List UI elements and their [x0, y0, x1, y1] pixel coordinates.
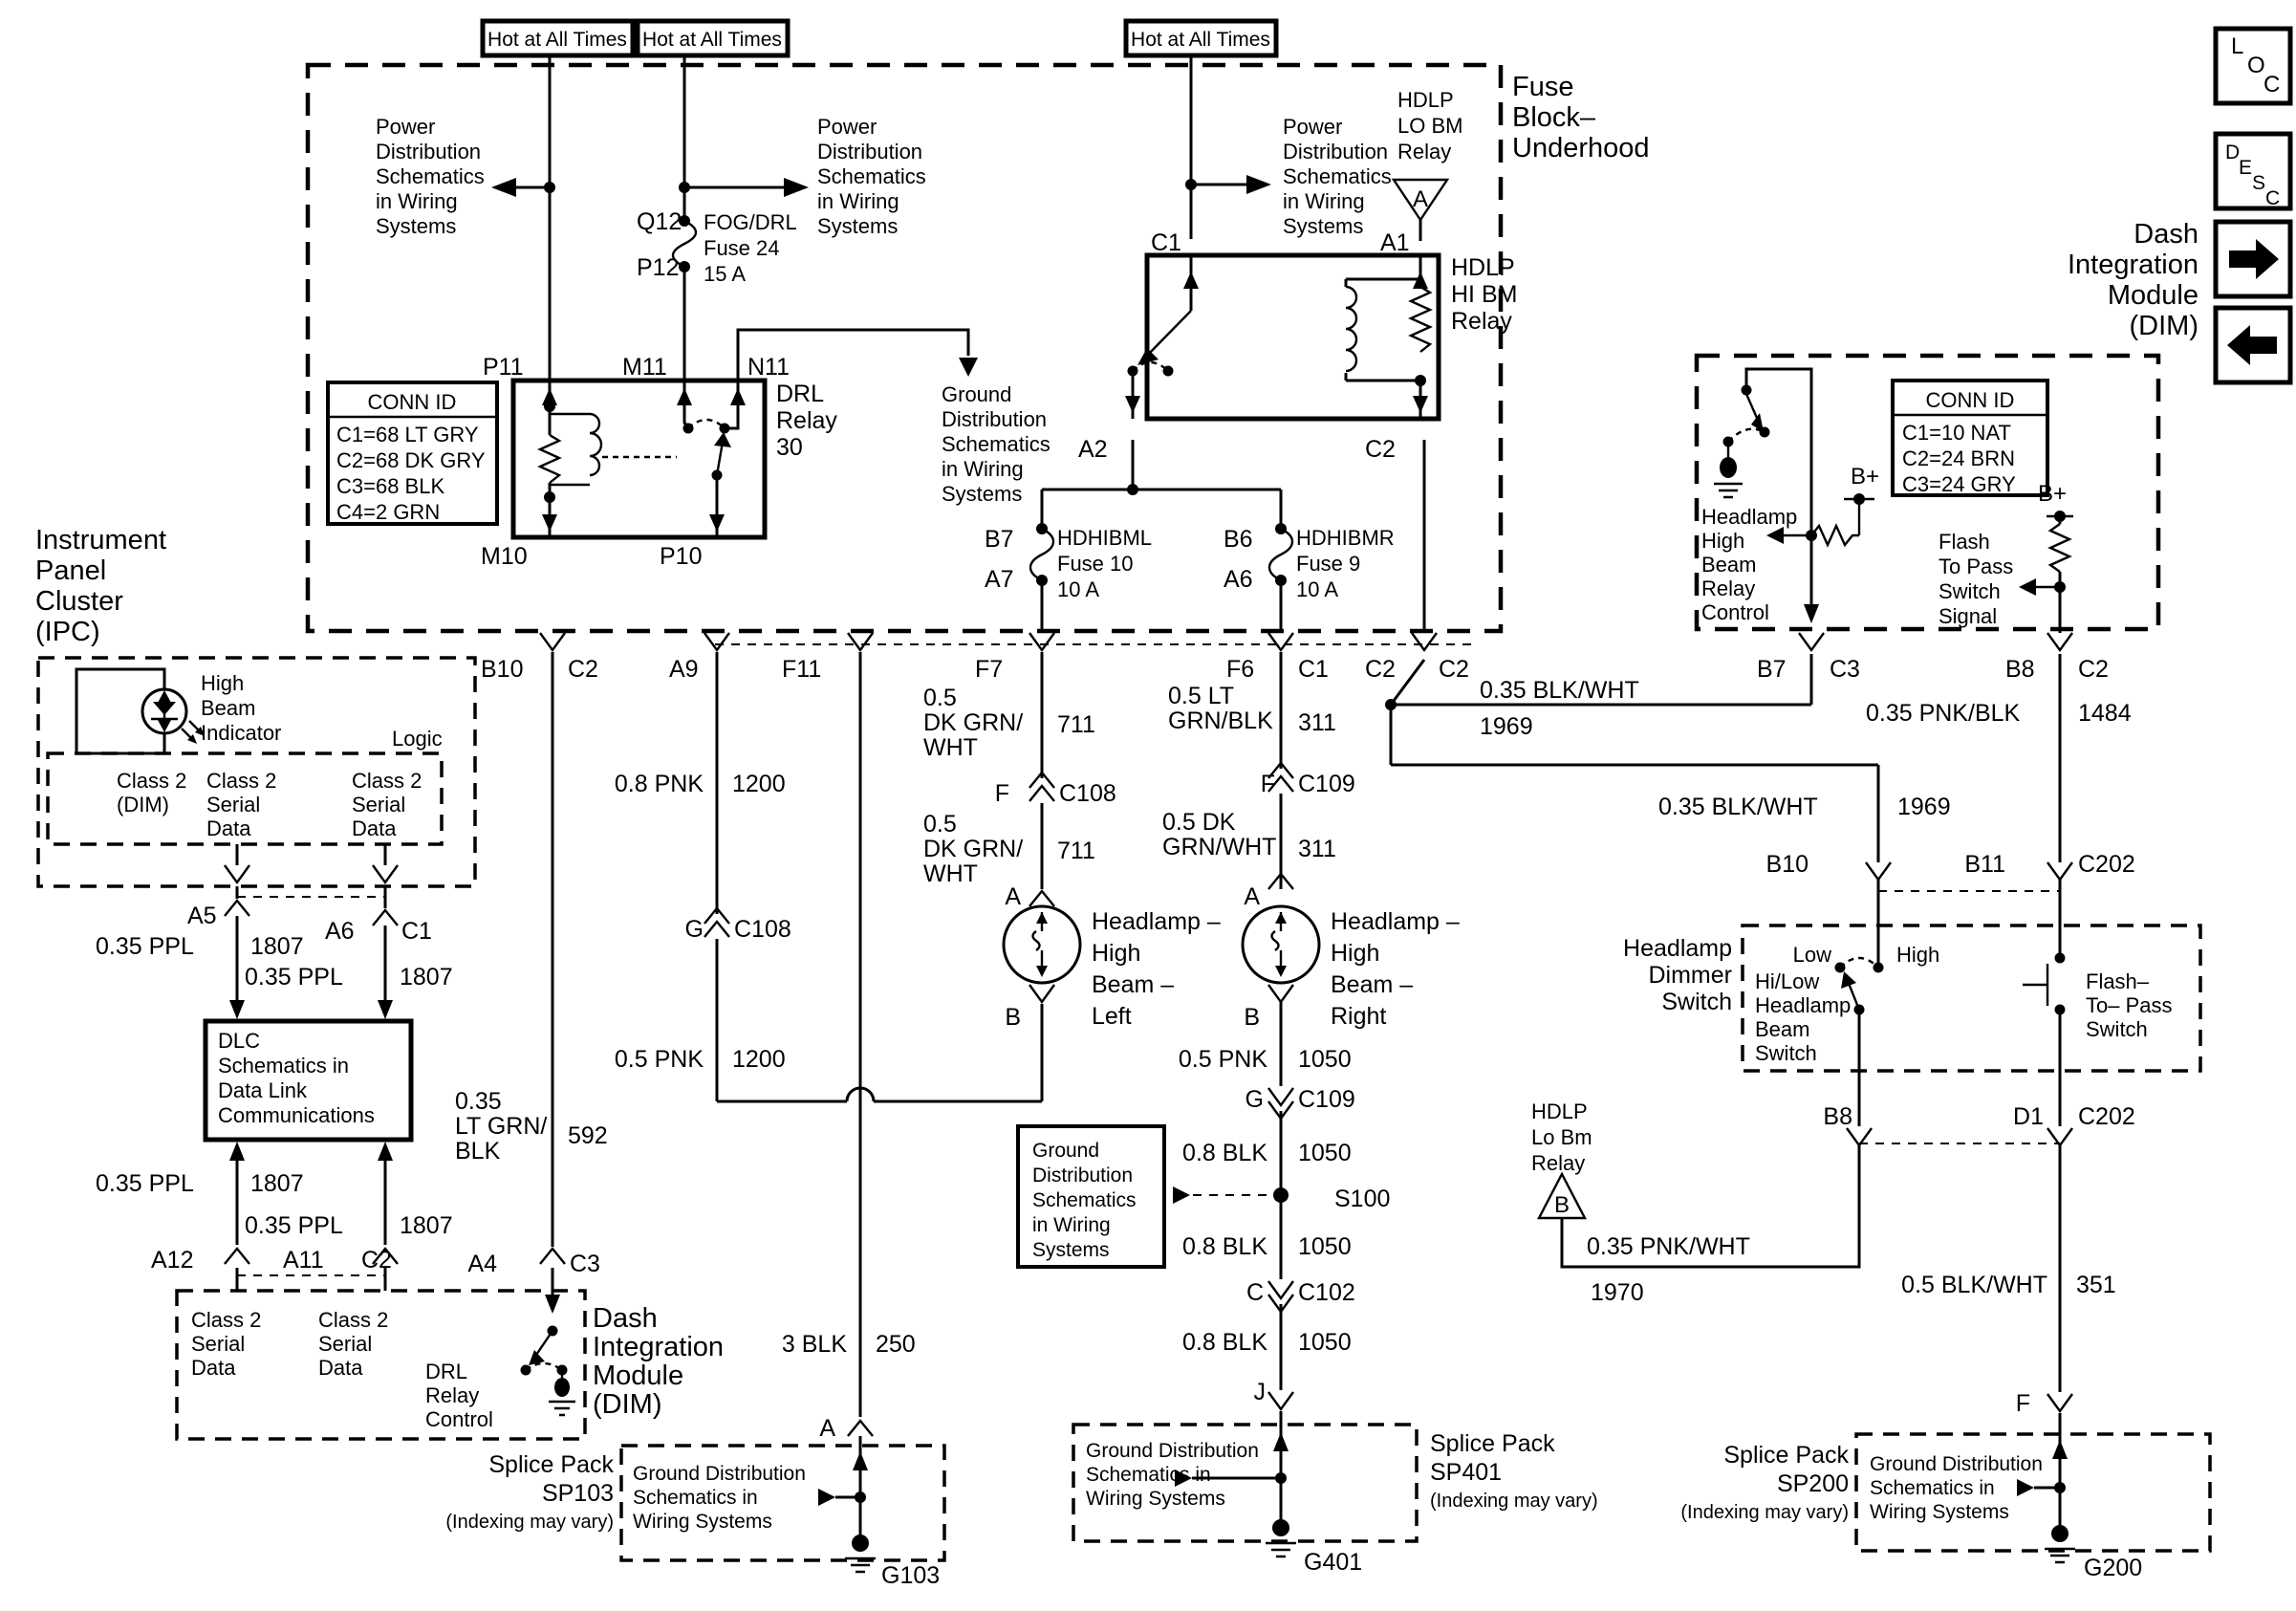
wire-1050d-label: 0.8 BLK: [1182, 1329, 1267, 1356]
hdlp-lo-bm-label: HDLP Lo Bm Relay: [1531, 1099, 1592, 1175]
pin-p11: P11: [483, 354, 524, 381]
high-beam-indicator-label: High Beam Indicator: [201, 671, 282, 745]
wire-311b-label: 0.5 DK GRN/WHT: [1162, 809, 1277, 860]
pin-c109-b: C109: [1298, 1086, 1355, 1113]
pin-c2-relay: C2: [1365, 436, 1396, 463]
conn-id-right-row2: C2=24 BRN: [1902, 446, 2016, 470]
wire-1200b-label: 0.5 PNK: [614, 1046, 704, 1073]
fog-fuse-label: FOG/DRL Fuse 24 15 A: [704, 210, 797, 286]
class2-dim-label: Class 2 (DIM): [117, 769, 187, 816]
power-dist-left: Power Distribution Schematics in Wiring Systems: [376, 115, 485, 238]
conn-id-left-title: CONN ID: [367, 390, 457, 414]
power-dist-mid: Power Distribution Schematics in Wiring Systems: [817, 115, 926, 238]
wire-250-label: 3 BLK: [781, 1331, 847, 1358]
sp200-splice-1: Splice Pack: [1723, 1442, 1849, 1469]
pin-a6-ipc: A6: [325, 918, 355, 945]
drl-relay-label: DRL Relay 30: [776, 381, 837, 461]
pin-g-c108: G: [684, 916, 704, 943]
wire-311b-circuit: 311: [1298, 836, 1336, 862]
conn-id-right-row1: C1=10 NAT: [1902, 421, 2011, 445]
pin-d1-conn: C202: [2078, 1103, 2135, 1130]
wire-1807a-circuit: 1807: [250, 933, 304, 960]
pin-q12: Q12: [637, 208, 682, 235]
pin-b7-row: B7: [1757, 656, 1787, 683]
pin-m11: M11: [622, 354, 667, 381]
pin-b6: B6: [1224, 526, 1253, 553]
wire-1200a-circuit: 1200: [732, 771, 786, 797]
pin-c2-row: C2: [1365, 656, 1396, 683]
wire-351-circuit: 351: [2076, 1272, 2116, 1298]
wire-711a-label: 0.5 DK GRN/ WHT: [923, 685, 1024, 761]
pin-c109-a: C109: [1298, 771, 1355, 797]
pin-a12: A12: [151, 1247, 194, 1274]
pin-c2-conn: C2: [1439, 656, 1469, 683]
pin-g-c109: G: [1245, 1086, 1264, 1113]
pin-a9: A9: [669, 656, 699, 683]
s100-ground-dist-label: Ground Distribution Schematics in Wiring Systems: [1032, 1140, 1137, 1261]
hdlp-lo-relay-label: HDLP LO BM Relay: [1397, 88, 1463, 163]
hdlp-lo-bm-letter: B: [1553, 1192, 1570, 1218]
dim-label-bottom: Dash Integration Module (DIM): [593, 1303, 725, 1420]
pin-b7-fuse: B7: [985, 526, 1014, 553]
wire-1050a-label: 0.5 PNK: [1178, 1046, 1267, 1073]
wire-1969a-circuit: 1969: [1480, 713, 1533, 740]
pin-f6-conn: C1: [1298, 656, 1329, 683]
wire-1969a-label: 0.35 BLK/WHT: [1480, 677, 1639, 704]
wire-592-circuit: 592: [568, 1122, 608, 1149]
pin-a11-conn: C2: [361, 1247, 392, 1274]
wire-1050b-circuit: 1050: [1298, 1140, 1352, 1166]
pin-b7-conn: C3: [1830, 656, 1860, 683]
pin-b10-dimmer: B10: [1765, 851, 1809, 878]
pin-c108-b: C108: [734, 916, 791, 943]
sp200-splice-2: SP200: [1776, 1470, 1849, 1497]
sp200-ground-dist: Ground Distribution Schematics in Wiring Systems: [1870, 1453, 2043, 1523]
pin-a-sp103: A: [819, 1415, 835, 1442]
pin-d1: D1: [2013, 1103, 2044, 1130]
pin-b-hl-left: B: [1005, 1004, 1021, 1031]
wire-1200a-label: 0.8 PNK: [614, 771, 704, 797]
wire-711b-label: 0.5 DK GRN/ WHT: [923, 811, 1024, 887]
wire-1200b-circuit: 1200: [732, 1046, 786, 1073]
headlamp-right-label: Headlamp – High Beam – Right: [1331, 908, 1460, 1030]
conn-id-right-title: CONN ID: [1925, 388, 2015, 412]
pin-c1-relay: C1: [1151, 229, 1181, 256]
ground-dist-top: Ground Distribution Schematics in Wiring Systems: [942, 382, 1051, 506]
wire-1807d-circuit: 1807: [400, 1212, 453, 1239]
pin-a1-relay: A1: [1380, 229, 1410, 256]
b-plus-2: B+: [2038, 481, 2068, 507]
wire-711a-circuit: 711: [1057, 711, 1095, 738]
wire-1484-label: 0.35 PNK/BLK: [1866, 700, 2021, 727]
pin-p10: P10: [660, 543, 703, 570]
wire-1050b-label: 0.8 BLK: [1182, 1140, 1267, 1166]
pin-b8-dimmer: B8: [1823, 1103, 1852, 1130]
wire-1807c-circuit: 1807: [250, 1170, 304, 1197]
pin-a11: A11: [283, 1247, 324, 1274]
hi-low-label: Hi/Low Headlamp Beam Switch: [1755, 969, 1852, 1065]
pin-f11: F11: [782, 656, 822, 683]
wire-250-circuit: 250: [876, 1331, 916, 1358]
hdlp-lo-letter: A: [1412, 186, 1429, 212]
splice-s100: S100: [1334, 1186, 1391, 1212]
wire-592-label: 0.35 LT GRN/ BLK: [455, 1088, 548, 1165]
sp103-splice-2: SP103: [541, 1480, 614, 1507]
sp103-splice-3: (Indexing may vary): [445, 1512, 614, 1533]
pin-b8-row: B8: [2005, 656, 2035, 683]
sp401-splice-2: SP401: [1430, 1459, 1503, 1486]
wire-1807c-label: 0.35 PPL: [96, 1170, 194, 1197]
class2-serial-3: Class 2 Serial Data: [191, 1308, 262, 1380]
desc-icon: D ESC: [2225, 142, 2281, 209]
flash-to-pass-label: Flash– To– Pass Switch: [2086, 969, 2173, 1041]
wire-311a-label: 0.5 LT GRN/BLK: [1168, 683, 1273, 734]
relay-control-label: Headlamp High Beam Relay Control: [1701, 505, 1798, 624]
ipc-title: Instrument Panel Cluster (IPC): [35, 525, 166, 647]
dimmer-switch-label: Headlamp Dimmer Switch: [1623, 935, 1732, 1015]
pin-m10: M10: [481, 543, 528, 570]
pin-f6: F6: [1226, 656, 1255, 683]
wire-1807d-label: 0.35 PPL: [245, 1212, 343, 1239]
logic-label: Logic: [392, 727, 443, 751]
class2-serial-1: Class 2 Serial Data: [206, 769, 277, 840]
wire-1969b-circuit: 1969: [1897, 794, 1951, 820]
pin-b11: B11: [1964, 851, 2005, 878]
wire-311a-circuit: 311: [1298, 709, 1336, 736]
hot-label-2: Hot at All Times: [642, 29, 782, 51]
conn-id-right-row3: C3=24 GRY: [1902, 472, 2016, 496]
wire-1807b-circuit: 1807: [400, 964, 453, 991]
conn-id-left-row2: C2=68 DK GRY: [336, 448, 486, 472]
pin-b10-conn: C2: [568, 656, 598, 683]
wire-1050c-circuit: 1050: [1298, 1233, 1352, 1260]
pin-a-hl-right: A: [1244, 883, 1260, 910]
pin-b-hl-right: B: [1244, 1004, 1260, 1031]
hot-label-1: Hot at All Times: [487, 29, 627, 51]
drl-relay-control-label: DRL Relay Control: [425, 1360, 493, 1431]
conn-id-left-row1: C1=68 LT GRY: [336, 423, 479, 446]
conn-id-left-row3: C3=68 BLK: [336, 474, 445, 498]
dim-label-top: Dash Integration Module (DIM): [2067, 219, 2199, 341]
fuse-hdhibmr-label: HDHIBMR Fuse 9 10 A: [1296, 526, 1395, 601]
wire-1807a-label: 0.35 PPL: [96, 933, 194, 960]
pin-b11-conn: C202: [2078, 851, 2135, 878]
headlamp-left-label: Headlamp – High Beam – Left: [1092, 908, 1221, 1030]
pin-a4-conn: C3: [570, 1251, 600, 1277]
wire-1969b-label: 0.35 BLK/WHT: [1658, 794, 1818, 820]
pin-c108-a: C108: [1059, 780, 1116, 807]
ground-g401: G401: [1304, 1549, 1363, 1576]
pin-a5: A5: [187, 903, 217, 929]
pin-b8-conn: C2: [2078, 656, 2109, 683]
b-plus-1: B+: [1851, 464, 1880, 490]
pin-f7: F7: [975, 656, 1004, 683]
sp200-splice-3: (Indexing may vary): [1680, 1502, 1849, 1523]
pin-c102: C102: [1298, 1279, 1355, 1306]
pin-c-c102: C: [1245, 1279, 1264, 1306]
pin-a7: A7: [985, 566, 1014, 593]
wire-351-label: 0.5 BLK/WHT: [1901, 1272, 2047, 1298]
hdlp-hi-relay-label: HDLP HI BM Relay: [1451, 254, 1518, 335]
sp401-splice-1: Splice Pack: [1430, 1430, 1555, 1457]
pin-f-c108: F: [994, 780, 1009, 807]
dimmer-low-label: Low: [1792, 943, 1831, 967]
wire-711b-circuit: 711: [1057, 838, 1095, 864]
sp103-ground-dist: Ground Distribution Schematics in Wiring Systems: [633, 1463, 806, 1533]
pin-p12: P12: [637, 254, 680, 281]
flash-signal-label: Flash To Pass Switch Signal: [1939, 530, 2014, 628]
sp103-splice-1: Splice Pack: [488, 1451, 614, 1478]
pin-a-hl-left: A: [1005, 883, 1021, 910]
loc-icon: LO C: [2231, 33, 2281, 98]
hot-label-3: Hot at All Times: [1131, 29, 1270, 51]
class2-serial-4: Class 2 Serial Data: [318, 1308, 389, 1380]
sp401-splice-3: (Indexing may vary): [1430, 1491, 1598, 1512]
power-dist-right: Power Distribution Schematics in Wiring Systems: [1283, 115, 1392, 238]
fuse-hdhibml-label: HDHIBML Fuse 10 10 A: [1057, 526, 1153, 601]
wire-1050c-label: 0.8 BLK: [1182, 1233, 1267, 1260]
wire-1050a-circuit: 1050: [1298, 1046, 1352, 1073]
pin-a4: A4: [467, 1251, 497, 1277]
wire-1807b-label: 0.35 PPL: [245, 964, 343, 991]
dimmer-high-label: High: [1896, 943, 1940, 967]
wire-1970-label: 0.35 PNK/WHT: [1587, 1233, 1750, 1260]
ground-g200: G200: [2084, 1555, 2143, 1581]
pin-j: J: [1253, 1379, 1266, 1405]
pin-n11: N11: [747, 354, 791, 381]
wire-1484-circuit: 1484: [2078, 700, 2132, 727]
pin-a6: A6: [1224, 566, 1253, 593]
ground-g103: G103: [881, 1562, 941, 1589]
wire-1970-circuit: 1970: [1591, 1279, 1644, 1306]
class2-serial-2: Class 2 Serial Data: [352, 769, 422, 840]
conn-id-left-row4: C4=2 GRN: [336, 500, 441, 524]
pin-a6-conn: C1: [401, 918, 432, 945]
dlc-label: DLC Schematics in Data Link Communications: [218, 1029, 375, 1127]
pin-b10-row: B10: [481, 656, 524, 683]
pin-f-sp200: F: [2015, 1390, 2030, 1417]
sp401-ground-dist: Ground Distribution Schematics in Wiring Systems: [1086, 1440, 1259, 1510]
pin-a2: A2: [1078, 436, 1108, 463]
wire-1050d-circuit: 1050: [1298, 1329, 1352, 1356]
pin-f-c109: F: [1260, 771, 1275, 797]
fuse-block-label: Fuse Block– Underhood: [1512, 72, 1650, 163]
